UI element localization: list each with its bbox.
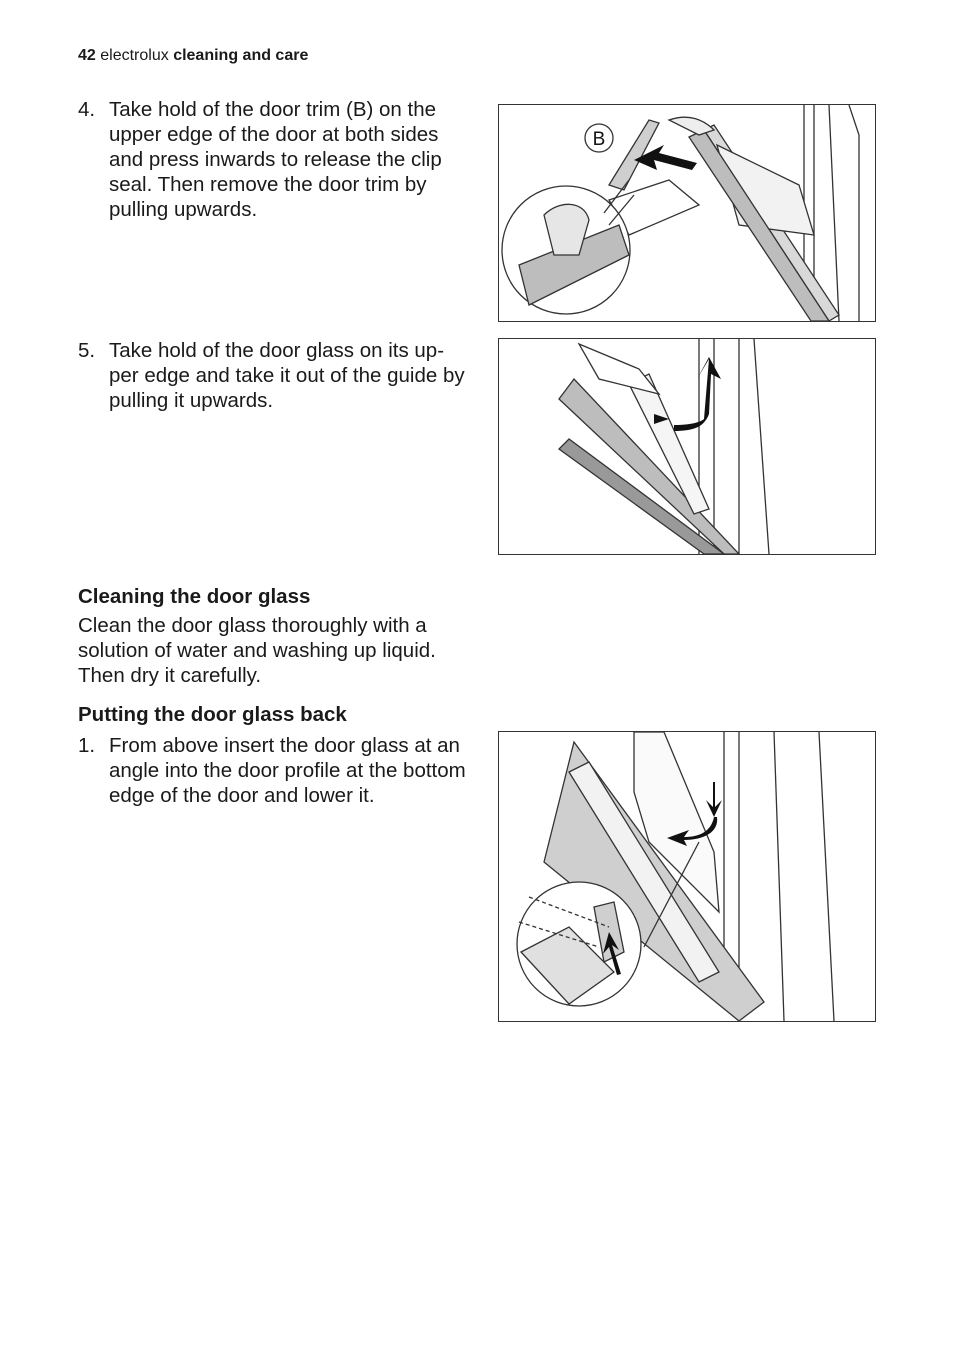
page-number: 42 <box>78 47 96 64</box>
heading-cleaning: Cleaning the door glass <box>78 585 311 608</box>
figure-label-b: B <box>592 129 606 150</box>
step-1 <box>78 733 468 808</box>
step-number: 4. <box>78 98 96 121</box>
step-text: From above insert the door glass at an angle into the door profile at the bottom edge of the door and lower it. <box>109 734 466 807</box>
step-text: Take hold of the door trim (B) on the upper edge of the door at both sides and press inwards to release the clip seal. Then remove the door trim by pulling upwards. <box>109 98 442 221</box>
figure-remove-door-trim <box>498 104 876 322</box>
figure-insert-door-glass <box>498 731 876 1022</box>
figure-remove-door-glass <box>498 338 876 555</box>
step-number: 5. <box>78 339 96 362</box>
step-text: Take hold of the door glass on its up-per edge and take it out of the guide by pulling it upwards. <box>109 339 465 412</box>
page-header <box>78 46 308 66</box>
brand-name: electrolux <box>100 47 169 64</box>
section-name: cleaning and care <box>173 47 309 64</box>
cleaning-text: Clean the door glass thoroughly with a solution of water and washing up liquid. Then dry it carefully. <box>78 614 436 687</box>
heading-putting-back: Putting the door glass back <box>78 703 347 726</box>
step-4 <box>78 97 468 222</box>
step-number: 1. <box>78 734 96 757</box>
step-5 <box>78 338 468 413</box>
